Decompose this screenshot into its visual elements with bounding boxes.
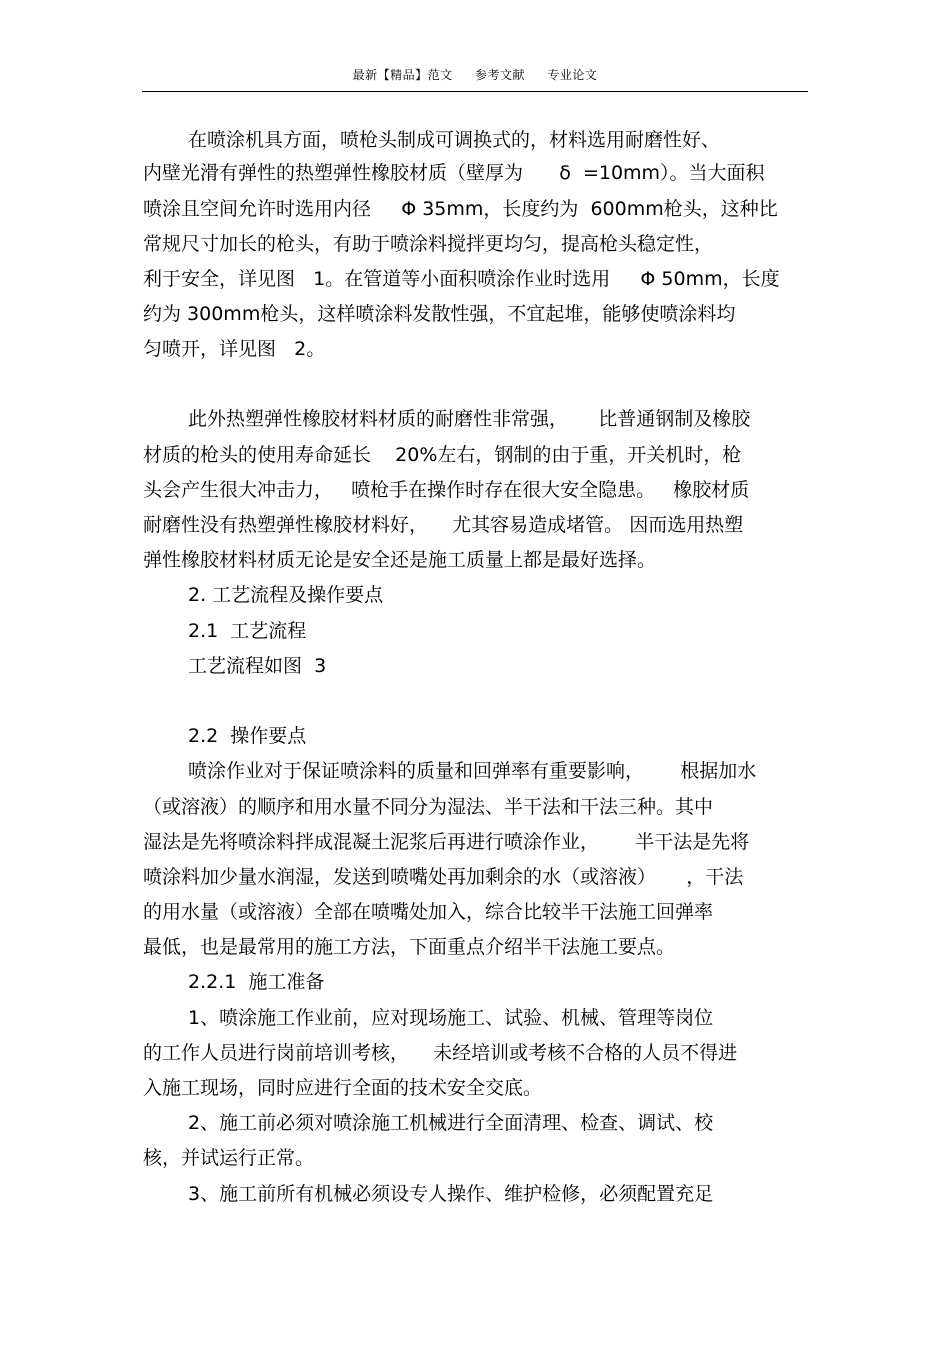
text-line: 工艺流程如图 3 bbox=[188, 655, 327, 677]
section-heading: 2.2 操作要点 bbox=[188, 725, 307, 747]
text-line: 弹性橡胶材料材质无论是安全还是施工质量上都是最好选择。 bbox=[143, 549, 657, 571]
text-line: 头会产生很大冲击力， 喷枪手在操作时存在很大安全隐患。 橡胶材质 bbox=[143, 479, 750, 501]
text-line: 3、施工前所有机械必须设专人操作、维护检修，必须配置充足 bbox=[188, 1183, 714, 1205]
header-item-1: 最新【精品】范文 bbox=[352, 68, 453, 82]
text-line: 喷涂料加少量水润湿，发送到喷嘴处再加剩余的水（或溶液） ，干法 bbox=[143, 866, 744, 888]
text-line: 喷涂作业对于保证喷涂料的质量和回弹率有重要影响， 根据加水 bbox=[188, 760, 757, 782]
text-line: 最低，也是最常用的施工方法，下面重点介绍半干法施工要点。 bbox=[143, 936, 676, 958]
text-line: 材质的枪头的使用寿命延长 20%左右，钢制的由于重，开关机时，枪 bbox=[143, 444, 742, 466]
header-item-3: 专业论文 bbox=[547, 68, 598, 82]
text-line: 核，并试运行正常。 bbox=[143, 1147, 315, 1169]
header-rule bbox=[142, 91, 808, 92]
text-line: 此外热塑弹性橡胶材料材质的耐磨性非常强， 比普通钢制及橡胶 bbox=[188, 408, 751, 430]
text-line: 利于安全，详见图 1。在管道等小面积喷涂作业时选用 Φ 50mm，长度 bbox=[143, 268, 780, 290]
text-line: 喷涂且空间允许时选用内径 Φ 35mm，长度约为 600mm枪头，这种比 bbox=[143, 198, 778, 220]
section-heading: 2.2.1 施工准备 bbox=[188, 971, 325, 993]
text-line: 的用水量（或溶液）全部在喷嘴处加入，综合比较半干法施工回弹率 bbox=[143, 901, 714, 923]
text-line: 常规尺寸加长的枪头，有助于喷涂料搅拌更均匀，提高枪头稳定性， bbox=[143, 233, 714, 255]
text-line: 入施工现场，同时应进行全面的技术安全交底。 bbox=[143, 1077, 543, 1099]
text-line: 1、喷涂施工作业前，应对现场施工、试验、机械、管理等岗位 bbox=[188, 1007, 714, 1029]
section-heading: 2. 工艺流程及操作要点 bbox=[188, 584, 384, 606]
text-line: 的工作人员进行岗前培训考核， 未经培训或考核不合格的人员不得进 bbox=[143, 1042, 738, 1064]
text-line: 匀喷开，详见图 2。 bbox=[143, 338, 326, 360]
text-line: 2、施工前必须对喷涂施工机械进行全面清理、检查、调试、校 bbox=[188, 1112, 714, 1134]
header-item-2: 参考文献 bbox=[474, 68, 525, 82]
text-line: 内壁光滑有弹性的热塑弹性橡胶材质（壁厚为 δ =10mm）。当大面积 bbox=[143, 162, 765, 184]
text-line: 在喷涂机具方面，喷枪头制成可调换式的，材料选用耐磨性好、 bbox=[188, 129, 721, 151]
text-line: （或溶液）的顺序和用水量不同分为湿法、半干法和干法三种。其中 bbox=[143, 796, 714, 818]
text-line: 湿法是先将喷涂料拌成混凝土泥浆后再进行喷涂作业， 半干法是先将 bbox=[143, 831, 750, 853]
page-header bbox=[142, 66, 808, 83]
text-line: 耐磨性没有热塑弹性橡胶材料好， 尤其容易造成堵管。 因而选用热塑 bbox=[143, 514, 744, 536]
section-heading: 2.1 工艺流程 bbox=[188, 620, 307, 642]
text-line: 约为 300mm枪头，这样喷涂料发散性强，不宜起堆，能够使喷涂料均 bbox=[143, 303, 736, 325]
